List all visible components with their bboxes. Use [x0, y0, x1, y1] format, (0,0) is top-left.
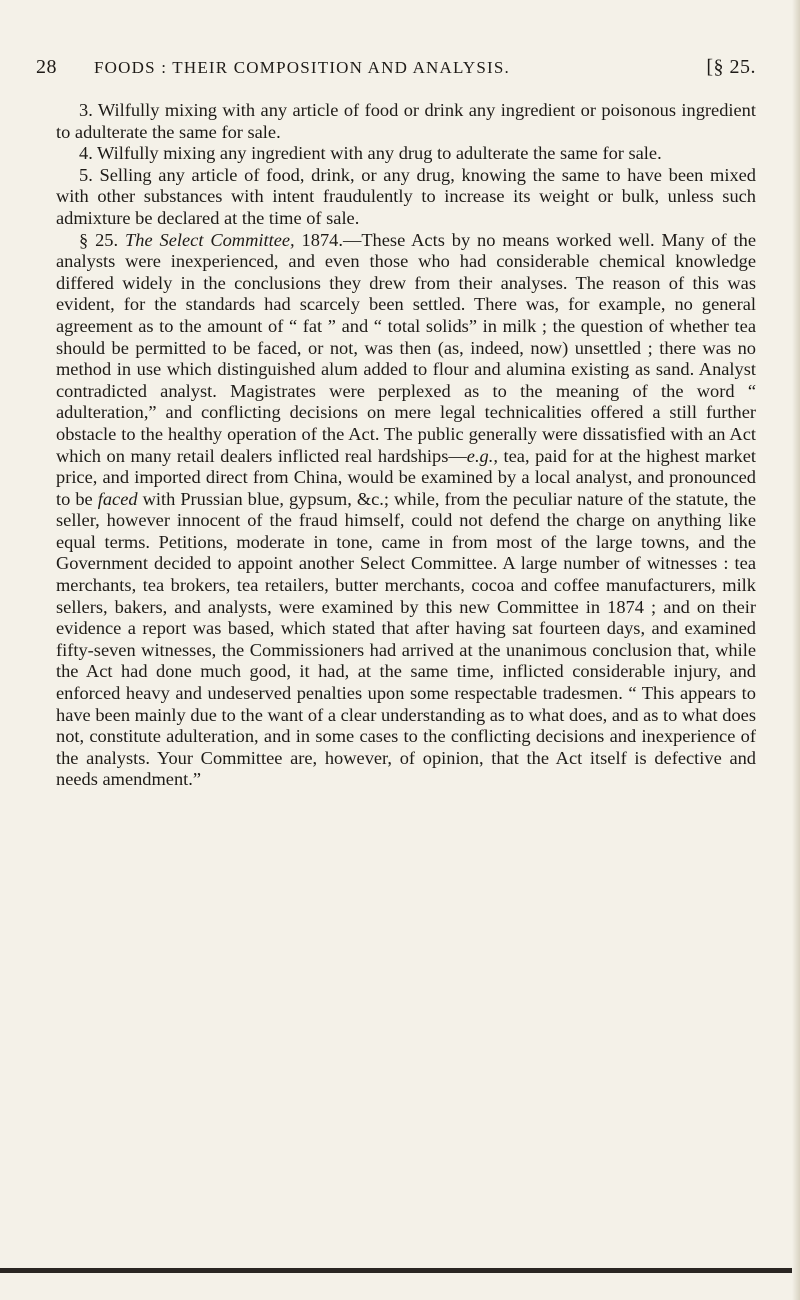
bottom-rule [0, 1268, 800, 1273]
section-text-part-2: tea, paid for at the highest market price, and imported direct from China, would be examined by a local analyst, and pronounced to be [56, 445, 757, 509]
section-year: 1874. [301, 229, 343, 250]
paragraph-item-5: 5. Selling any article of food, drink, or any drug, knowing the same to have been mixed with other substances with intent fraudulently to increase its weight or bulk, unless such admixture be declared at the time of sale. [56, 164, 756, 228]
section-25-paragraph [56, 230, 756, 791]
faced-term: faced [97, 488, 138, 509]
running-title: FOODS : THEIR COMPOSITION AND ANALYSIS. [94, 58, 510, 77]
paragraph-item-4: 4. Wilfully mixing any ingredient with any drug to adulterate the same for sale. [79, 143, 662, 164]
page-number: 28 [36, 56, 57, 78]
paragraph-item-3: 3. Wilfully mixing with any article of food or drink any ingredient or poisonous ingredient to adulterate the same for sale. [56, 100, 756, 142]
section-marker: [§ 25. [706, 56, 756, 78]
section-text-part-3: with Prussian blue, gypsum, &c.; while, from the peculiar nature of the statute, the seller, however innocent of the fraud himself, could not defend the charge on anything like equal terms. Petitions, moderate in tone, came in from most of the large towns, and the Government decided to appoint another Select Committee. A large number of witnesses : tea merchants, tea brokers, tea retailers, butter merchants, cocoa and coffee manufacturers, milk sellers, bakers, and analysts, were examined by this new Committee in 1874 ; and on their evidence a report was based, which stated that after having sat fourteen days, and examined fifty-seven witnesses, the Commissioners had arrived at the unanimous conclusion that, while the Act had done much good, it had, at the same time, inflicted considerable injury, and enforced heavy and undeserved penalties upon some respectable tradesmen. “ This appears to have been mainly due to the want of a clear understanding as to what does, and as to what does not, constitute adulteration, and in some cases to the conflicting decisions and inexperience of the analysts. Your Committee are, however, of opinion, that the Act itself is defective and needs amendment.” [56, 488, 757, 790]
section-text-part-1: —These Acts by no means worked well. Many of the analysts were inexperienced, and even those who had considerable chemical knowledge differed widely in the conclusions they drew from their analyses. The reason of this was evident, for the standards had scarcely been settled. There was, for example, no general agreement as to the amount of “ fat ” and “ total solids” in milk ; the question of whether tea should be permitted to be faced, or not, was then (as, indeed, now) unsettled ; there was no method in use which distinguished alum added to flour and alumina existing as sand. Analyst contradicted analyst. Magistrates were perplexed as to the meaning of the word “ adulteration,” and conflicting decisions on mere legal technicalities offered a still further obstacle to the healthy operation of the Act. The public generally were dissatisfied with an Act which on many retail dealers inflicted real hardships— [56, 229, 757, 466]
running-header [36, 56, 756, 86]
body-text [56, 100, 756, 791]
section-title: The Select Committee, [125, 229, 295, 250]
page-edge-shadow [792, 0, 800, 1300]
eg-abbreviation: e.g., [466, 445, 498, 466]
section-label: § 25. [79, 229, 119, 250]
